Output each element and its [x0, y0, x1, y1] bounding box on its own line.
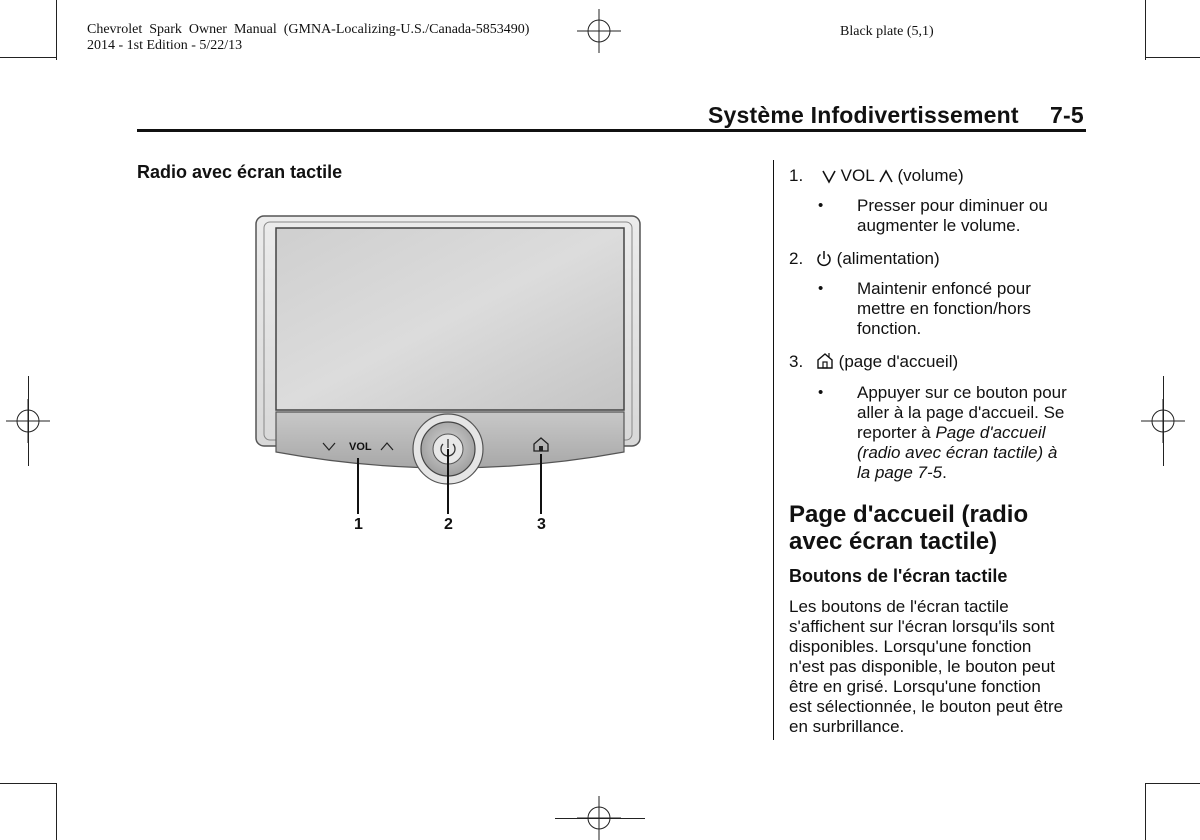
- print-header-line2: 2014 - 1st Edition - 5/22/13: [87, 38, 243, 53]
- item-description: (alimentation): [836, 249, 940, 268]
- list-item-volume: [789, 166, 964, 186]
- bullet-text: Appuyer sur ce bouton pour aller à la page d'accueil. Se reporter à Page d'accueil (radio avec écran tactile) à la page 7-5.: [857, 383, 1067, 482]
- print-header-line1: Chevrolet Spark Owner Manual (GMNA-Localizing-U.S./Canada-5853490): [87, 22, 530, 37]
- print-plate-label: Black plate (5,1): [840, 24, 934, 39]
- item-number: 1.: [789, 166, 804, 185]
- chevron-up-icon: [879, 168, 893, 184]
- bullet-marker: •: [818, 384, 824, 401]
- cross-reference-link[interactable]: Page d'accueil: [935, 423, 1046, 442]
- callout-1: 1: [354, 516, 363, 533]
- vol-button-label: VOL: [349, 441, 372, 453]
- cross-reference-link[interactable]: la page 7-5: [857, 463, 943, 482]
- header-rule: [137, 129, 1086, 132]
- bullet-text: Presser pour diminuer ou augmenter le volume.: [857, 196, 1048, 235]
- callout-3: 3: [537, 516, 546, 533]
- radio-touchscreen-illustration: [250, 212, 650, 542]
- figure-heading: Radio avec écran tactile: [137, 162, 343, 182]
- section-heading: Page d'accueil (radio avec écran tactile): [789, 501, 1029, 555]
- item-number: 3.: [789, 352, 804, 371]
- column-divider: [773, 160, 774, 740]
- body-paragraph: Les boutons de l'écran tactile s'affichent sur l'écran lorsqu'ils sont disponibles. Lorsqu'une fonction n'est pas disponible, le bouton peut être en grisé. Lorsqu'une fonction est sélectionnée, le bouton peut être en surbrillance.: [789, 597, 1064, 736]
- item-description: (page d'accueil): [838, 352, 959, 371]
- callout-2: 2: [444, 516, 453, 533]
- subheading: Boutons de l'écran tactile: [789, 566, 1008, 586]
- list-item-home: [789, 352, 958, 372]
- registration-target-icon: [577, 9, 621, 53]
- chevron-down-icon: [822, 168, 836, 184]
- page-number: 7-5: [1050, 102, 1084, 128]
- item-description: (volume): [897, 166, 964, 185]
- bullet-marker: •: [818, 280, 824, 297]
- vol-label: VOL: [840, 166, 875, 185]
- power-icon: [816, 250, 832, 267]
- page-section-title: Système Infodivertissement: [708, 102, 1019, 128]
- bullet-text: Maintenir enfoncé pour mettre en fonction/hors fonction.: [857, 279, 1031, 338]
- home-icon: [816, 352, 834, 370]
- list-item-power: [789, 249, 940, 269]
- bullet-marker: •: [818, 197, 824, 214]
- cross-reference-link[interactable]: (radio avec écran tactile) à: [857, 443, 1058, 462]
- item-number: 2.: [789, 249, 804, 268]
